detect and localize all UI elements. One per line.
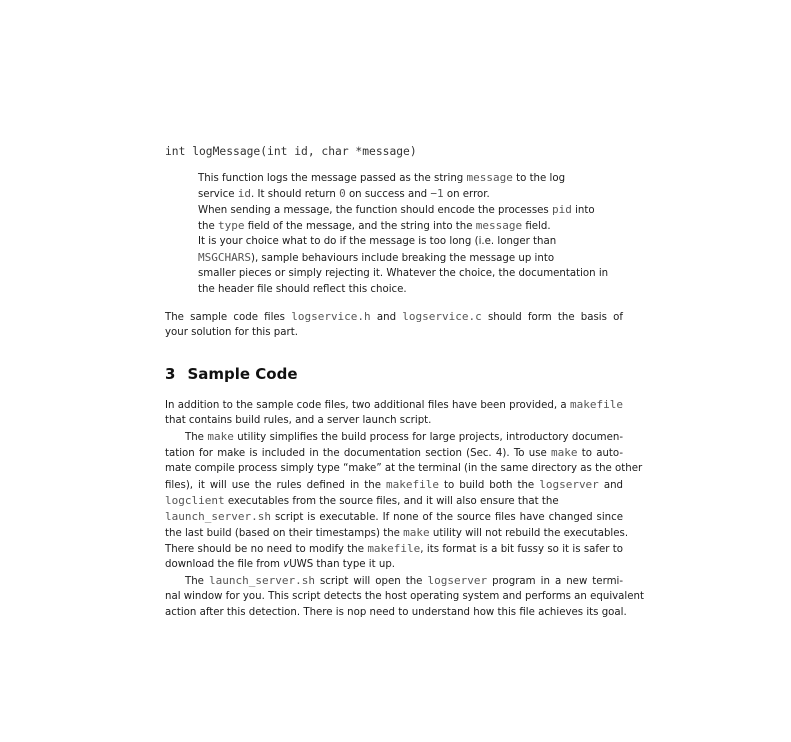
section-heading xyxy=(165,364,298,384)
code-logserver: logserver xyxy=(427,574,488,587)
text: , its format is a bit fussy so it is safer to xyxy=(420,544,623,555)
text: v xyxy=(283,559,290,570)
code-makefile: makefile xyxy=(570,398,623,411)
para-line xyxy=(165,477,623,494)
code-message: message xyxy=(466,171,513,184)
text: script is executable. If none of the source files have changed since xyxy=(270,512,623,523)
text: and xyxy=(598,480,623,491)
desc-line xyxy=(198,218,551,235)
para-line: that contains build rules, and a server launch script. xyxy=(165,415,432,426)
para-line xyxy=(165,445,623,462)
code-msgchars: MSGCHARS xyxy=(198,251,251,264)
text: executables from the source files, and it will also ensure that the xyxy=(224,496,559,507)
desc-line: the header file should reflect this choice. xyxy=(198,284,407,295)
text: program in a new termi- xyxy=(487,576,624,587)
code-zero: 0 xyxy=(339,187,346,200)
para-line: mate compile process simply type “make” at the terminal (in the same directory as the other xyxy=(165,463,643,474)
code-minus-one: −1 xyxy=(430,187,444,200)
text: tation for make is included in the documentation section (Sec. 4). To use xyxy=(165,448,552,459)
para-line: your solution for this part. xyxy=(165,327,298,338)
para-line: nal window for you. This script detects the host operating system and performs an equivalent xyxy=(165,591,644,602)
text: ), sample behaviours include breaking the message up into xyxy=(250,253,555,264)
section-title: Sample Code xyxy=(187,365,298,383)
text: files), it will use the rules defined in the xyxy=(165,480,386,491)
text: field of the message, and the string into the xyxy=(244,221,476,232)
text: on error. xyxy=(443,189,490,200)
text: The xyxy=(185,576,209,587)
text: script will open the xyxy=(314,576,428,587)
para-line xyxy=(165,509,623,526)
desc-line: It is your choice what to do if the message is too long (i.e. longer than xyxy=(198,236,557,247)
code-message: message xyxy=(475,219,523,232)
text: When sending a message, the function should encode the processes xyxy=(198,205,552,216)
text: to build both the xyxy=(438,480,540,491)
text: download the file from xyxy=(165,559,284,570)
desc-line xyxy=(198,250,554,267)
text: . It should return xyxy=(250,189,340,200)
para-line xyxy=(165,493,623,510)
section-number: 3 xyxy=(165,365,176,383)
text: In addition to the sample code files, two additional files have been provided, a xyxy=(165,400,571,411)
code-make: make xyxy=(551,446,578,459)
code-make: make xyxy=(207,430,234,443)
para-line xyxy=(165,397,623,414)
code-launch-server: launch_server.sh xyxy=(208,574,315,587)
text: on success and xyxy=(345,189,431,200)
text: This function logs the message passed as the string xyxy=(198,173,467,184)
para-line xyxy=(165,573,623,590)
para-line xyxy=(165,525,629,542)
code-logclient: logclient xyxy=(165,494,225,507)
text: The xyxy=(185,432,208,443)
function-signature: int logMessage(int id, char *message) xyxy=(165,145,417,158)
code-logservice-c: logservice.c xyxy=(402,310,482,323)
para-line xyxy=(165,541,623,558)
text: to the log xyxy=(512,173,566,184)
code-makefile: makefile xyxy=(367,542,421,555)
code-type: type xyxy=(217,219,245,232)
text: field. xyxy=(522,221,551,232)
code-makefile: makefile xyxy=(385,478,439,491)
text: There should be no need to modify the xyxy=(165,544,368,555)
code-logserver: logserver xyxy=(539,478,599,491)
para-line xyxy=(165,309,623,326)
desc-line xyxy=(198,170,565,187)
para-line xyxy=(165,429,623,446)
code-launch-server: launch_server.sh xyxy=(165,510,271,523)
text: The sample code files xyxy=(165,312,292,323)
code-pid: pid xyxy=(551,203,572,216)
code-id: id xyxy=(237,187,251,200)
desc-line xyxy=(198,202,595,219)
code-logservice-h: logservice.h xyxy=(291,310,371,323)
text: the xyxy=(198,221,218,232)
para-line: action after this detection. There is nop need to understand how this file achieves its goal. xyxy=(165,607,627,618)
para-line xyxy=(165,557,623,573)
text: UWS than type it up. xyxy=(289,559,396,570)
text: should form the basis of xyxy=(481,312,623,323)
text: into xyxy=(571,205,595,216)
text: and xyxy=(370,312,403,323)
text: utility will not rebuild the executables. xyxy=(429,528,629,539)
desc-line: smaller pieces or simply rejecting it. Whatever the choice, the documentation in xyxy=(198,268,609,279)
text: the last build (based on their timestamps) the xyxy=(165,528,404,539)
text: to auto- xyxy=(577,448,624,459)
text: service xyxy=(198,189,238,200)
desc-line xyxy=(198,186,490,203)
code-make: make xyxy=(403,526,430,539)
text: utility simplifies the build process for large projects, introductory documen- xyxy=(233,432,623,443)
